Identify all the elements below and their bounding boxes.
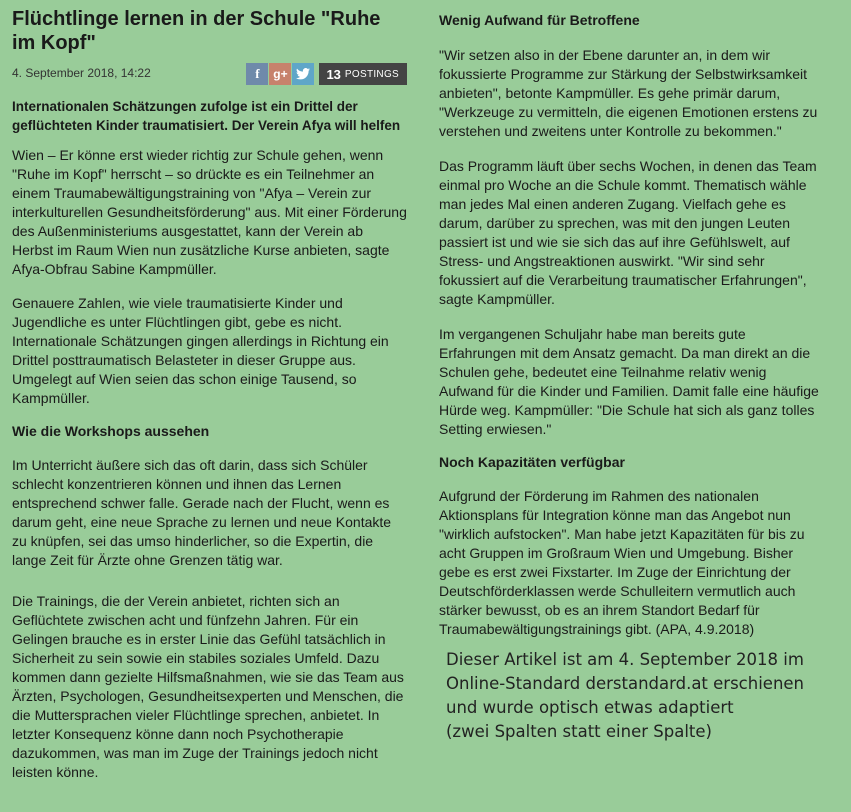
paragraph-5: "Wir setzen also in der Ebene darunter an, in dem wir fokussierte Programme zur Stärkung der Selbstwirksamkeit anbieten", betonte Kampmüller. Es gehe primär darum, "Werkzeuge zu vermitteln, die eigenen Emotionen erstens zu verstehen und zweitens unter Kontrolle zu bekommen." xyxy=(439,47,818,139)
right-column xyxy=(439,0,819,639)
twitter-share-button[interactable] xyxy=(292,63,314,85)
share-bar xyxy=(246,63,407,87)
paragraph-7: Im vergangenen Schuljahr habe man bereits gute Erfahrungen mit dem Ansatz gemacht. Da man direkt an die Schulen gehe, bedeutet eine Teilnahme relativ wenig Aufwand für die Kinder und Familien. Damit falle eine häufige Hürde weg. Kampmüller: "Die Schule hat sich als ganz tolles Setting erwiesen." xyxy=(439,326,819,437)
paragraph-4: Die Trainings, die der Verein anbietet, richten sich an Geflüchtete zwischen acht und fünfzehn Jahren. Für ein Gelingen brauche es in erster Linie das Gefühl tatsächlich in Sicherheit zu sein sowie ein stabiles soziales Umfeld. Dazu kommen dann gezielte Hilfsmaßnahmen, wie sie das Team aus Ärzten, Psychologen, Gesundheitsexperten und Menschen, die die Muttersprachen vieler Flüchtlinge sprechen, anbietet. In letzter Konsequenz könne dann noch Psychotherapie dazukommen, was man im Zuge der Trainings jedoch nicht leisten könne. xyxy=(12,593,404,780)
note-line: und wurde optisch etwas adaptiert xyxy=(446,698,734,717)
googleplus-icon: g+ xyxy=(273,67,288,81)
paragraph-6: Das Programm läuft über sechs Wochen, in denen das Team einmal pro Woche an die Schule kommt. Thematisch wähle man jedes Mal einen anderen Zugang. Vielfach gehe es darum, darüber zu sprechen, was mit den jungen Leuten passiert ist und wie sie sich das auf ihre Gefühlswelt, auf Stress- und Angstreaktionen auswirkt. "Wir sind sehr fokussiert auf die Verarbeitung traumatischer Erfahrungen", sagte Kampmüller. xyxy=(439,158,817,307)
adaptation-note xyxy=(446,648,846,744)
article-lead: Internationalen Schätzungen zufolge ist ein Drittel der geflüchteten Kinder traumatisiert. Der Verein Afya will helfen xyxy=(12,99,401,133)
postings-label: POSTINGS xyxy=(344,68,399,80)
article-date: 4. September 2018, 14:22 xyxy=(12,66,151,80)
note-line: Online-Standard derstandard.at erschienen xyxy=(446,674,805,693)
paragraph-8: Aufgrund der Förderung im Rahmen des nationalen Aktionsplans für Integration könne man das Angebot nun "wirklich aufstocken". Man habe jetzt Kapazitäten für bis zu acht Gruppen im Großraum Wien und Umgebung. Bisher gebe es erst zwei Fixstarter. Im Zuge der Einrichtung der Deutschförderklassen werde Schulleitern vermutlich auch stärker bewusst, ob es an ihrem Standort Bedarf für Traumabewältigungstrainings gibt. (APA, 4.9.2018) xyxy=(439,488,805,637)
postings-count: 13 xyxy=(326,66,341,82)
heading-workshops: Wie die Workshops aussehen xyxy=(12,423,210,439)
paragraph-1: Wien – Er könne erst wieder richtig zur Schule gehen, wenn "Ruhe im Kopf" herrscht – so drückte es ein Teilnehmer an einem Traumabewältigungstraining von "Afya – Verein zur interkulturellen Gesundheitsförderung" aus. Mit einer Förderung des Außenministeriums ausgestattet, kann der Verein ab Herbst im Raum Wien nun zusätzliche Kurse anbieten, sagte Afya-Obfrau Sabine Kampmüller. xyxy=(12,147,407,277)
article-title: Flüchtlinge lernen in der Schule "Ruhe im Kopf" xyxy=(12,8,381,54)
meta-row xyxy=(12,63,407,89)
postings-button[interactable] xyxy=(319,63,407,85)
paragraph-2: Genauere Zahlen, wie viele traumatisierte Kinder und Jugendliche es unter Flüchtlingen gibt, gebe es nicht. Internationale Schätzungen gingen allerdings in Richtung ein Drittel posttraumatisch Belasteter in dieser Gruppe aus. Umgelegt auf Wien seien das schon einige Tausend, so Kampmüller. xyxy=(12,295,389,406)
facebook-icon: f xyxy=(255,66,260,81)
heading-kapazitaeten: Noch Kapazitäten verfügbar xyxy=(439,454,625,470)
note-line: Dieser Artikel ist am 4. September 2018 im xyxy=(446,650,804,669)
paragraph-3: Im Unterricht äußere sich das oft darin, dass sich Schüler schlecht konzentrieren können und ihnen das Lernen entsprechend schwer falle. Gerade nach der Flucht, wenn es darum geht, eine neue Sprache zu lernen und neue Kontakte zu knüpfen, sei das umso hinderlicher, so die Expertin, die lange Zeit für Ärzte ohne Grenzen tätig war. xyxy=(12,457,392,568)
left-column xyxy=(12,0,407,782)
heading-aufwand: Wenig Aufwand für Betroffene xyxy=(439,12,640,28)
twitter-icon xyxy=(296,68,310,83)
googleplus-share-button[interactable] xyxy=(269,63,291,85)
note-line: (zwei Spalten statt einer Spalte) xyxy=(446,722,712,741)
facebook-share-button[interactable] xyxy=(246,63,268,85)
